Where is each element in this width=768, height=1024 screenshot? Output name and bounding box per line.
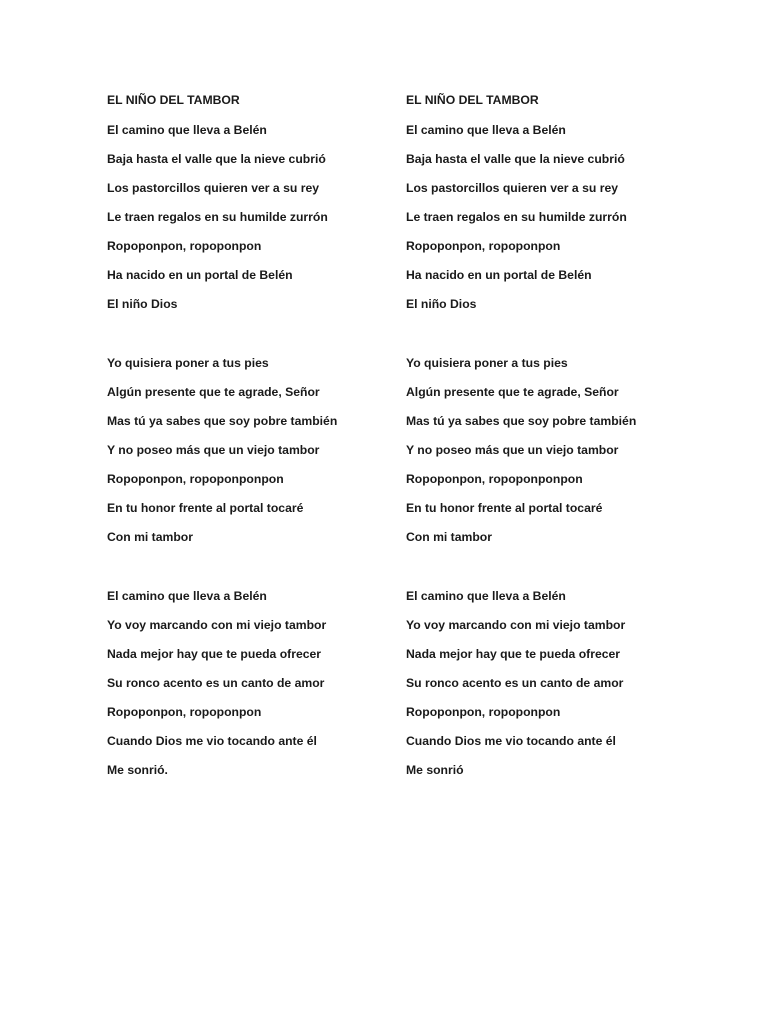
- lyric-line: Con mi tambor: [107, 530, 193, 544]
- lyric-line: Su ronco acento es un canto de amor: [406, 676, 624, 690]
- stanza: [406, 120, 706, 323]
- lyric-line: Ropoponpon, ropoponponpon: [406, 472, 583, 486]
- lyric-line: Le traen regalos en su humilde zurrón: [107, 210, 328, 224]
- lyric-line: El camino que lleva a Belén: [107, 123, 267, 137]
- lyric-line: Yo voy marcando con mi viejo tambor: [107, 618, 327, 632]
- song-title: EL NIÑO DEL TAMBOR: [107, 93, 240, 107]
- lyric-line: Ropoponpon, ropoponpon: [107, 705, 262, 719]
- stanza: [406, 353, 706, 556]
- lyrics-column-right: [406, 90, 706, 789]
- lyric-line: El camino que lleva a Belén: [107, 589, 267, 603]
- lyric-line: El niño Dios: [107, 297, 178, 311]
- lyric-line: Ha nacido en un portal de Belén: [406, 268, 592, 282]
- lyric-line: Con mi tambor: [406, 530, 492, 544]
- lyric-line: Yo quisiera poner a tus pies: [406, 356, 568, 370]
- lyric-line: Y no poseo más que un viejo tambor: [406, 443, 619, 457]
- stanza: [107, 120, 407, 323]
- stanza: [406, 586, 706, 789]
- lyric-line: Y no poseo más que un viejo tambor: [107, 443, 320, 457]
- lyric-line: Ropoponpon, ropoponponpon: [107, 472, 284, 486]
- lyric-line: El camino que lleva a Belén: [406, 589, 566, 603]
- lyrics-column-left: [107, 90, 407, 789]
- lyric-line: Mas tú ya sabes que soy pobre también: [107, 414, 338, 428]
- lyric-line: Ropoponpon, ropoponpon: [406, 705, 561, 719]
- lyric-line: Mas tú ya sabes que soy pobre también: [406, 414, 637, 428]
- lyric-line: Ropoponpon, ropoponpon: [107, 239, 262, 253]
- lyric-line: Baja hasta el valle que la nieve cubrió: [107, 152, 326, 166]
- lyric-line: El camino que lleva a Belén: [406, 123, 566, 137]
- lyric-line: Los pastorcillos quieren ver a su rey: [406, 181, 619, 195]
- lyric-line: Cuando Dios me vio tocando ante él: [107, 734, 317, 748]
- lyric-line: Algún presente que te agrade, Señor: [107, 385, 320, 399]
- lyric-line: Ha nacido en un portal de Belén: [107, 268, 293, 282]
- lyric-line: Ropoponpon, ropoponpon: [406, 239, 561, 253]
- lyric-line: Nada mejor hay que te pueda ofrecer: [107, 647, 322, 661]
- lyric-line: Me sonrió.: [107, 763, 168, 777]
- lyric-line: Baja hasta el valle que la nieve cubrió: [406, 152, 625, 166]
- stanza-gap: [406, 556, 706, 586]
- lyric-line: El niño Dios: [406, 297, 477, 311]
- stanza: [107, 353, 407, 556]
- lyric-line: En tu honor frente al portal tocaré: [406, 501, 603, 515]
- lyric-line: Yo voy marcando con mi viejo tambor: [406, 618, 626, 632]
- lyric-line: Los pastorcillos quieren ver a su rey: [107, 181, 320, 195]
- lyric-line: Le traen regalos en su humilde zurrón: [406, 210, 627, 224]
- stanza-gap: [107, 323, 407, 353]
- lyric-line: Yo quisiera poner a tus pies: [107, 356, 269, 370]
- lyric-line: Nada mejor hay que te pueda ofrecer: [406, 647, 621, 661]
- lyric-line: Algún presente que te agrade, Señor: [406, 385, 619, 399]
- stanza: [107, 586, 407, 789]
- lyric-line: En tu honor frente al portal tocaré: [107, 501, 304, 515]
- stanza-gap: [406, 323, 706, 353]
- lyric-line: Cuando Dios me vio tocando ante él: [406, 734, 616, 748]
- lyric-line: Su ronco acento es un canto de amor: [107, 676, 325, 690]
- stanza-gap: [107, 556, 407, 586]
- lyric-line: Me sonrió: [406, 763, 464, 777]
- song-title: EL NIÑO DEL TAMBOR: [406, 93, 539, 107]
